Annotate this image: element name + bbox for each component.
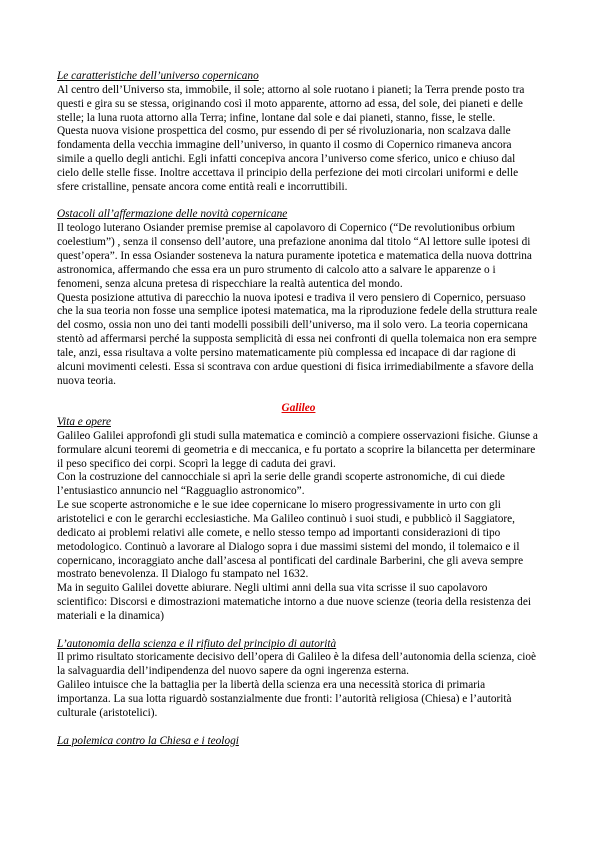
section-heading-ostacoli: Ostacoli all’affermazione delle novità copernicane <box>57 208 288 221</box>
section-heading-polemica: La polemica contro la Chiesa e i teologi <box>57 734 239 747</box>
paragraph: Con la costruzione del cannocchiale si aprì la serie delle grandi scoperte astronomiche, di cui diede l’entusiastico annuncio nel “Ragguaglio astronomico”. <box>57 471 505 498</box>
chapter-title: Galileo <box>281 402 316 415</box>
paragraph: Questa posizione attutiva di parecchio la nuova ipotesi e tradiva il vero pensiero di Copernico, persuaso che la sua teoria non fosse una semplice ipotesi matematica, ma la riproduzione fedele della struttura reale del cosmo, ossia non uno dei tanti modelli possibili dell’universo, ma il solo vero. La teoria copernicana stentò ad affermarsi perché la supposta semplicità di essa nei confronti di quella tolemaica non era sempre tale, anzi, essa risultava a volte persino matematicamente più complessa ed incapace di dar ragione di alcuni movimenti celesti. Essa si scontrava con ardue questioni di fisica irrimediabilmente a sfavore della nuova teoria. <box>57 291 538 387</box>
paragraph: Galileo intuisce che la battaglia per la libertà della scienza era una necessità storica di primaria importanza. La sua lotta riguardò sostanzialmente due fronti: l’autorità religiosa (Chiesa) e l’autorità culturale (aristotelici). <box>57 679 512 719</box>
paragraph: Le sue scoperte astronomiche e le sue idee copernicane lo misero progressivamente in urto con gli aristotelici e con le gerarchi ecclesiastiche. Ma Galileo continuò i suoi studi, e pubblicò il Saggiatore, dedicato ai problemi relativi alle comete, e nello stesso tempo ad importanti considerazioni di tipo metodologico. Continuò a lavorare al Dialogo sopra i due massimi sistemi del mondo, il tolemaico e il copernicano, incoraggiato anche dall’ascesa al pontificati del cardinale Barberini, che gli aveva sempre mostrato benevolenza. Il Dialogo fu stampato nel 1632. <box>57 499 524 581</box>
paragraph: Il teologo luterano Osiander premise premise al capolavoro di Copernico (“De revolutionibus orbium coelestium”) , senza il consenso dell’autore, una prefazione anonima dal titolo “Al lettore sulle ipotesi di quest’opera”. In essa Osiander sosteneva la natura puramente ipotetica e matematica della nuova dottrina astronomica, affermando che essa era un puro strumento di calcolo atto a salvare le apparenze o i fenomeni, senza alcuna pretesa di rispecchiare la realtà autentica del mondo. <box>57 222 532 290</box>
spacer <box>57 195 540 209</box>
section-heading-universo: Le caratteristiche dell’universo copernicano <box>57 70 259 82</box>
spacer <box>57 721 540 735</box>
paragraph: Il primo risultato storicamente decisivo dell’opera di Galileo è la difesa dell’autonomia della scienza, cioè la salvaguardia dell’indipendenza del nuovo sapere da ogni ingerenza esterna. <box>57 651 536 678</box>
section-heading-vita: Vita e opere <box>57 416 111 429</box>
spacer <box>57 624 540 638</box>
paragraph: Questa nuova visione prospettica del cosmo, pur essendo di per sé rivoluzionaria, non scalzava dalle fondamenta della vecchia immagine dell’universo, in quanto il cosmo di Copernico rimaneva ancora simile a quello degli antichi. Egli infatti concepiva ancora l’universo come sferico, unico e chiuso dal cielo delle stelle fisse. Inoltre accettava il principio della perfezione dei moti circolari uniformi e delle sfere cristalline, pensate ancora come entità reali e incorruttibili. <box>57 125 519 193</box>
document-page <box>57 70 540 748</box>
spacer <box>57 388 540 402</box>
section-heading-autonomia: L’autonomia della scienza e il rifiuto del principio di autorità <box>57 637 337 650</box>
paragraph: Galileo Galilei approfondì gli studi sulla matematica e cominciò a compiere osservazioni fisiche. Giunse a formulare alcuni teoremi di geometria e di meccanica, e fu portato a scoprire la bilancetta per determinare il peso specifico dei corpi. Scoprì la legge di caduta dei gravi. <box>57 429 538 470</box>
paragraph: Al centro dell’Universo sta, immobile, il sole; attorno al sole ruotano i pianeti; la Terra prende posto tra questi e gira su se stessa, originando così il moto apparente, attorno ad essa, del sole, dei pianeti e delle stelle; la luna ruota attorno alla Terra; infine, lontane dal sole e dai pianeti, stanno, fisse, le stelle. <box>57 83 525 124</box>
paragraph: Ma in seguito Galilei dovette abiurare. Negli ultimi anni della sua vita scrisse il suo capolavoro scientifico: Discorsi e dimostrazioni matematiche intorno a due nuove scienze (teoria della resistenza dei materiali e la dinamica) <box>57 582 531 622</box>
